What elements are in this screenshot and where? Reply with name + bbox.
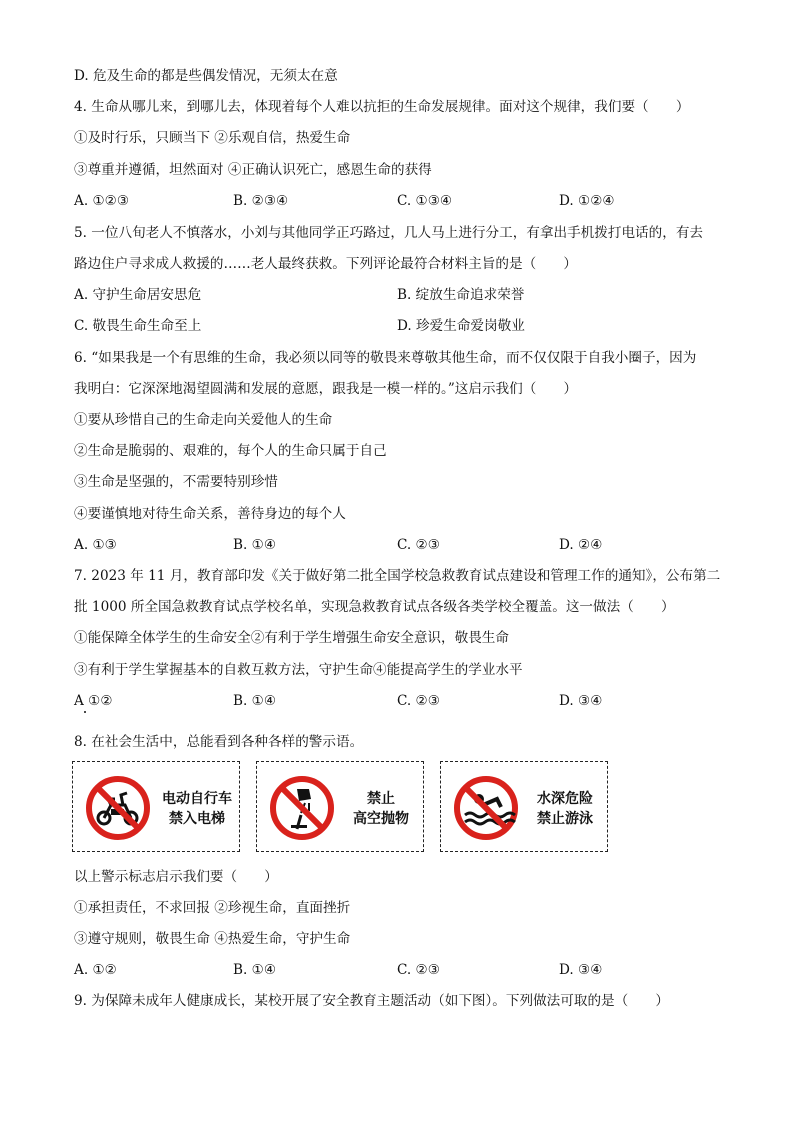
q6-option-d: D. ②④ [559,537,603,553]
q7-option-b: B. ①④ [233,693,277,709]
q4-items-2: ③尊重并遵循，坦然面对 ④正确认识死亡，感恩生命的获得 [74,162,432,178]
q6-option-b: B. ①④ [233,537,277,553]
warning-sign-throwing [256,761,424,852]
q7-stem-1: 7. 2023 年 11 月，教育部印发《关于做好第二批全国学校急救教育试点建设和管理工作的通知》，公布第二 [74,568,721,584]
q4-option-c: C. ①③④ [397,193,453,209]
warning-sign-ebike [72,761,240,852]
sign-2-line-2: 高空抛物 [353,811,409,827]
q3-option-d: D. 危及生命的都是些偶发情况，无须太在意 [74,68,338,84]
q8-items-2: ③遵守规则，敬畏生命 ④热爱生命，守护生命 [74,931,351,947]
q5-option-c: C. 敬畏生命生命至上 [74,318,202,334]
q7-option-c: C. ②③ [397,693,440,709]
q5-stem-2: 路边住户寻求成人救援的……老人最终获救。下列评论最符合材料主旨的是（ ） [74,256,577,272]
q5-option-d: D. 珍爱生命爱岗敬业 [397,318,525,334]
q6-stem-2: 我明白：它深深地渴望圆满和发展的意愿，跟我是一模一样的。”这启示我们（ ） [74,381,578,397]
sign-1-line-2: 禁入电梯 [169,811,225,827]
q4-option-a: A. ①②③ [74,193,130,209]
q5-option-b: B. 绽放生命追求荣誉 [397,287,525,303]
sign-2-line-1: 禁止 [367,791,395,807]
q8-option-b: B. ①④ [233,962,277,978]
q7-option-d: D. ③④ [559,693,603,709]
q4-option-b: B. ②③④ [233,193,289,209]
q4-option-d: D. ①②④ [559,193,615,209]
no-throwing-icon [269,775,335,841]
q7-items-2: ③有利于学生掌握基本的自救互救方法，守护生命④能提高学生的学业水平 [74,662,523,678]
q6-item-2: ②生命是脆弱的、艰难的，每个人的生命只属于自己 [74,443,387,459]
q8-option-d: D. ③④ [559,962,603,978]
q6-item-4: ④要谨慎地对待生命关系，善待身边的每个人 [74,506,346,522]
q6-item-3: ③生命是坚强的，不需要特别珍惜 [74,474,278,490]
q7-option-a: A ①② [74,693,113,709]
q6-stem-1: 6. “如果我是一个有思维的生命，我必须以同等的敬畏来尊敬其他生命，而不仅仅限于自我小圈子，因为 [74,350,697,366]
q7-stem-2: 批 1000 所全国急救教育试点学校名单，实现急救教育试点各级各类学校全覆盖。这一做法（ ） [74,599,675,615]
q5-stem-1: 5. 一位八旬老人不慎落水，小刘与其他同学正巧路过，几人马上进行分工，有拿出手机拨打电话的，有去 [74,225,704,241]
no-swimming-icon [453,775,519,841]
q9-stem: 9. 为保障未成年人健康成长，某校开展了安全教育主题活动（如下图）。下列做法可取的是（ ） [74,993,670,1009]
q7-items-1: ①能保障全体学生的生命安全②有利于学生增强生命安全意识，敬畏生命 [74,630,509,646]
q8-stem: 8. 在社会生活中，总能看到各种各样的警示语。 [74,734,364,750]
q6-item-1: ①要从珍惜自己的生命走向关爱他人的生命 [74,412,333,428]
q4-items-1: ①及时行乐，只顾当下 ②乐观自信，热爱生命 [74,130,351,146]
q5-option-a: A. 守护生命居安思危 [74,287,202,303]
q6-option-c: C. ②③ [397,537,440,553]
q8-prompt: 以上警示标志启示我们要（ ） [74,869,278,885]
q8-option-c: C. ②③ [397,962,440,978]
sign-3-line-1: 水深危险 [537,791,593,807]
stray-dot [84,711,86,713]
warning-sign-swimming [440,761,608,852]
sign-3-line-2: 禁止游泳 [537,811,593,827]
no-ebike-icon [85,775,151,841]
q8-option-a: A. ①② [74,962,117,978]
sign-1-line-1: 电动自行车 [162,791,232,807]
q4-stem: 4. 生命从哪儿来，到哪儿去，体现着每个人难以抗拒的生命发展规律。面对这个规律，我们要（ ） [74,99,690,115]
q8-items-1: ①承担责任，不求回报 ②珍视生命，直面挫折 [74,900,351,916]
q6-option-a: A. ①③ [74,537,117,553]
